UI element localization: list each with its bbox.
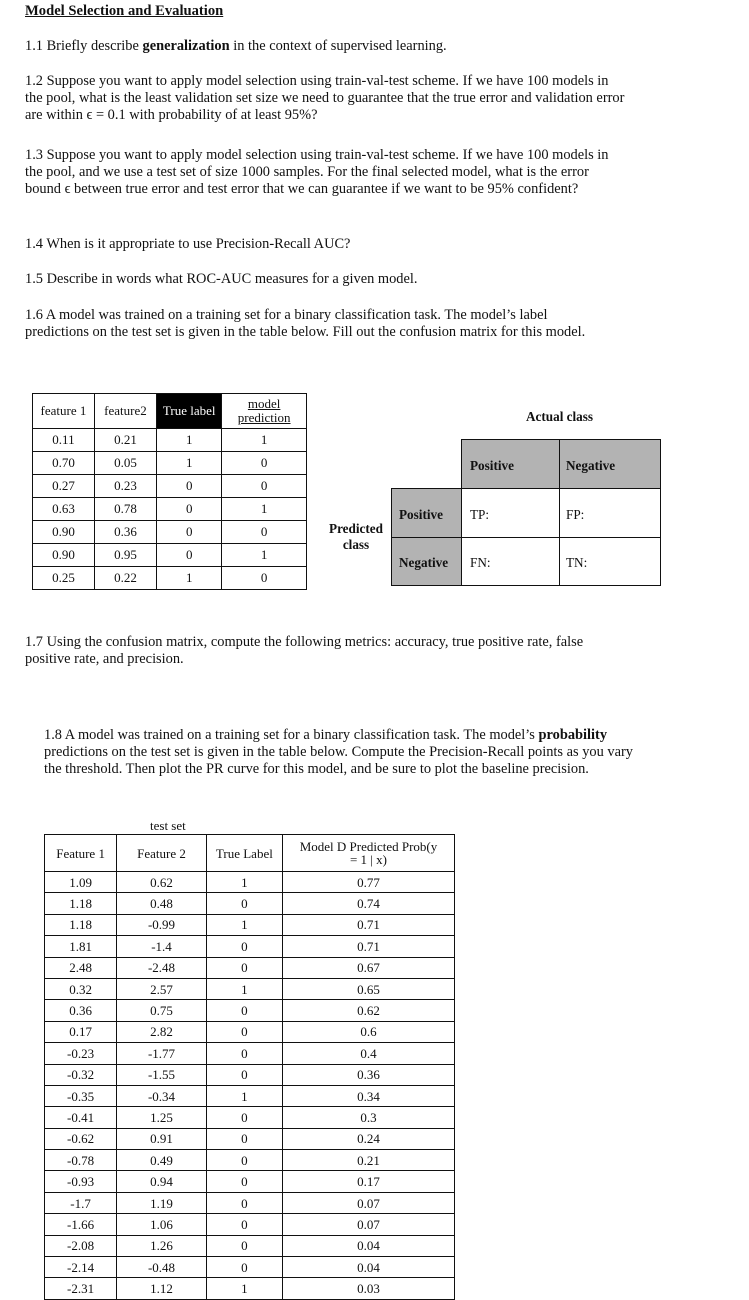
table-cell: -0.93 bbox=[45, 1171, 117, 1192]
table-cell: 0.62 bbox=[117, 872, 207, 893]
column-header: True label bbox=[157, 394, 222, 429]
table-cell: 0 bbox=[157, 498, 222, 521]
actual-positive-header bbox=[461, 439, 560, 489]
page-title: Model Selection and Evaluation bbox=[25, 3, 224, 19]
table-row bbox=[45, 1192, 455, 1213]
table-cell: 0 bbox=[157, 544, 222, 567]
table-row bbox=[45, 893, 455, 914]
table-header-row bbox=[45, 835, 455, 872]
table-cell: 0.04 bbox=[282, 1257, 454, 1278]
table-cell: 0.71 bbox=[282, 936, 454, 957]
table-cell: -0.41 bbox=[45, 1107, 117, 1128]
table-cell: -1.55 bbox=[117, 1064, 207, 1085]
table-cell: 0.11 bbox=[33, 429, 95, 452]
table-cell: -0.78 bbox=[45, 1150, 117, 1171]
table-cell: -0.34 bbox=[117, 1085, 207, 1106]
table-cell: -0.48 bbox=[117, 1257, 207, 1278]
table-row bbox=[45, 1043, 455, 1064]
table-cell: 1 bbox=[206, 978, 282, 999]
table-row bbox=[33, 567, 307, 590]
table-cell: 1 bbox=[206, 914, 282, 935]
actual-negative-header bbox=[559, 439, 661, 489]
table-cell: 0.36 bbox=[282, 1064, 454, 1085]
table-row bbox=[45, 936, 455, 957]
table-cell: 0 bbox=[206, 1043, 282, 1064]
table-caption: test set bbox=[150, 818, 186, 833]
table-cell: 0 bbox=[206, 1235, 282, 1256]
table-cell: 0.70 bbox=[33, 452, 95, 475]
predicted-positive-label: Positive bbox=[399, 507, 443, 522]
fp-cell bbox=[559, 488, 661, 538]
table-cell: 0 bbox=[206, 1192, 282, 1213]
table-cell: 0.22 bbox=[94, 567, 156, 590]
table-cell: 1.09 bbox=[45, 872, 117, 893]
table-cell: 1 bbox=[157, 452, 222, 475]
table-cell: 0 bbox=[222, 521, 307, 544]
table-cell: 1 bbox=[222, 498, 307, 521]
table-cell: -1.4 bbox=[117, 936, 207, 957]
column-header: True Label bbox=[206, 835, 282, 872]
table-row bbox=[33, 429, 307, 452]
table-row bbox=[45, 1235, 455, 1256]
table-cell: 0 bbox=[206, 1107, 282, 1128]
table-cell: 0.07 bbox=[282, 1214, 454, 1235]
column-header: Model D Predicted Prob(y = 1 | x) bbox=[282, 835, 454, 872]
table-cell: -2.14 bbox=[45, 1257, 117, 1278]
fn-label: FN: bbox=[470, 555, 491, 570]
table-cell: 2.82 bbox=[117, 1021, 207, 1042]
predicted-negative-label: Negative bbox=[399, 555, 449, 570]
table-cell: 0.49 bbox=[117, 1150, 207, 1171]
table-cell: 0 bbox=[222, 452, 307, 475]
prediction-table bbox=[32, 393, 307, 590]
table-cell: 2.48 bbox=[45, 957, 117, 978]
table-cell: 0.17 bbox=[45, 1021, 117, 1042]
table-cell: 1.18 bbox=[45, 914, 117, 935]
table-cell: 0 bbox=[206, 1257, 282, 1278]
actual-negative-label: Negative bbox=[566, 458, 616, 473]
table-cell: 0 bbox=[206, 936, 282, 957]
table-cell: 0.95 bbox=[94, 544, 156, 567]
table-cell: -2.48 bbox=[117, 957, 207, 978]
table-cell: 0.03 bbox=[282, 1278, 454, 1299]
table-cell: -0.23 bbox=[45, 1043, 117, 1064]
table-row bbox=[45, 1085, 455, 1106]
table-cell: 0.78 bbox=[94, 498, 156, 521]
table-cell: 0.23 bbox=[94, 475, 156, 498]
actual-class-label: Actual class bbox=[526, 409, 594, 424]
table-cell: 0.65 bbox=[282, 978, 454, 999]
table-cell: -1.7 bbox=[45, 1192, 117, 1213]
table-cell: 0.36 bbox=[45, 1000, 117, 1021]
table-cell: 0.4 bbox=[282, 1043, 454, 1064]
table-row bbox=[45, 1150, 455, 1171]
table-row bbox=[33, 475, 307, 498]
tp-label: TP: bbox=[470, 507, 490, 522]
question-1-8: 1.8 A model was trained on a training set for a binary classification task. The model’s probability predictions on the test set is given in the table below. Compute the Precision-Recall points as you vary the threshold. Then plot the PR curve for this model, and be sure to plot the baseline precision. bbox=[44, 727, 633, 777]
table-row bbox=[45, 1021, 455, 1042]
predicted-positive-header bbox=[391, 488, 462, 538]
table-cell: 0.63 bbox=[33, 498, 95, 521]
table-cell: -0.99 bbox=[117, 914, 207, 935]
table-cell: -0.32 bbox=[45, 1064, 117, 1085]
table-cell: 0.90 bbox=[33, 521, 95, 544]
predicted-negative-header bbox=[391, 537, 462, 586]
table-cell: 0.17 bbox=[282, 1171, 454, 1192]
table-cell: -0.62 bbox=[45, 1128, 117, 1149]
table-cell: 1 bbox=[157, 567, 222, 590]
table-cell: 1.25 bbox=[117, 1107, 207, 1128]
table-row bbox=[45, 1107, 455, 1128]
table-cell: 0.67 bbox=[282, 957, 454, 978]
table-row bbox=[45, 914, 455, 935]
table-cell: 1.18 bbox=[45, 893, 117, 914]
table-cell: 0 bbox=[206, 957, 282, 978]
table-cell: 0 bbox=[157, 521, 222, 544]
table-row bbox=[45, 978, 455, 999]
table-cell: 0 bbox=[222, 475, 307, 498]
table-cell: 1.12 bbox=[117, 1278, 207, 1299]
table-cell: 0.21 bbox=[94, 429, 156, 452]
question-1-1: 1.1 Briefly describe generalization in the context of supervised learning. bbox=[25, 38, 447, 54]
table-cell: -1.77 bbox=[117, 1043, 207, 1064]
table-cell: 1.81 bbox=[45, 936, 117, 957]
table-cell: 0.27 bbox=[33, 475, 95, 498]
table-cell: 0.07 bbox=[282, 1192, 454, 1213]
table-cell: 0.71 bbox=[282, 914, 454, 935]
table-cell: 1 bbox=[206, 872, 282, 893]
table-cell: 0 bbox=[206, 893, 282, 914]
table-cell: 1 bbox=[206, 1278, 282, 1299]
table-cell: 0.62 bbox=[282, 1000, 454, 1021]
table-cell: 0.04 bbox=[282, 1235, 454, 1256]
table-cell: 0 bbox=[206, 1064, 282, 1085]
table-cell: 0.75 bbox=[117, 1000, 207, 1021]
table-cell: 1.26 bbox=[117, 1235, 207, 1256]
question-1-5: 1.5 Describe in words what ROC-AUC measures for a given model. bbox=[25, 271, 418, 287]
table-cell: 0.90 bbox=[33, 544, 95, 567]
table-cell: -1.66 bbox=[45, 1214, 117, 1235]
table-cell: 1.19 bbox=[117, 1192, 207, 1213]
question-1-7: 1.7 Using the confusion matrix, compute the following metrics: accuracy, true positive rate, false positive rate, and precision. bbox=[25, 634, 584, 667]
table-cell: 0.3 bbox=[282, 1107, 454, 1128]
predicted-class-label: Predicted class bbox=[329, 521, 383, 552]
table-cell: 1 bbox=[222, 544, 307, 567]
table-row bbox=[45, 1278, 455, 1299]
table-cell: 2.57 bbox=[117, 978, 207, 999]
table-row bbox=[33, 521, 307, 544]
table-row bbox=[33, 498, 307, 521]
table-cell: 0.94 bbox=[117, 1171, 207, 1192]
table-cell: 0 bbox=[206, 1021, 282, 1042]
table-cell: 0.77 bbox=[282, 872, 454, 893]
tn-label: TN: bbox=[566, 555, 588, 570]
table-cell: 0.25 bbox=[33, 567, 95, 590]
table-cell: -0.35 bbox=[45, 1085, 117, 1106]
tn-cell bbox=[559, 537, 661, 586]
table-cell: 1.06 bbox=[117, 1214, 207, 1235]
table-cell: 0 bbox=[157, 475, 222, 498]
table-cell: 0.24 bbox=[282, 1128, 454, 1149]
table-cell: 0 bbox=[206, 1128, 282, 1149]
actual-positive-label: Positive bbox=[470, 458, 514, 473]
table-cell: 0.34 bbox=[282, 1085, 454, 1106]
table-cell: 0 bbox=[206, 1171, 282, 1192]
table-cell: 0 bbox=[206, 1000, 282, 1021]
table-row bbox=[45, 1000, 455, 1021]
table-cell: 1 bbox=[222, 429, 307, 452]
table-row bbox=[45, 957, 455, 978]
column-header: feature 1 bbox=[33, 394, 95, 429]
table-row bbox=[45, 1257, 455, 1278]
column-header: Feature 2 bbox=[117, 835, 207, 872]
table-cell: 1 bbox=[157, 429, 222, 452]
table-row bbox=[45, 1171, 455, 1192]
column-header: model prediction bbox=[222, 394, 307, 429]
table-cell: 1 bbox=[206, 1085, 282, 1106]
table-cell: 0.05 bbox=[94, 452, 156, 475]
fp-label: FP: bbox=[566, 507, 585, 522]
table-row bbox=[45, 1128, 455, 1149]
fn-cell bbox=[461, 537, 560, 586]
table-cell: 0.36 bbox=[94, 521, 156, 544]
table-cell: 0.74 bbox=[282, 893, 454, 914]
table-cell: 0.32 bbox=[45, 978, 117, 999]
question-1-6: 1.6 A model was trained on a training set for a binary classification task. The model’s label predictions on the test set is given in the table below. Fill out the confusion matrix for this model. bbox=[25, 307, 586, 340]
question-1-3: 1.3 Suppose you want to apply model selection using train-val-test scheme. If we have 100 models in the pool, and we use a test set of size 1000 samples. For the final selected model, what is the error bound ϵ between true error and test error that we can guarantee if we want to be 95% confident? bbox=[25, 147, 609, 197]
table-cell: 0.21 bbox=[282, 1150, 454, 1171]
table-cell: 0.91 bbox=[117, 1128, 207, 1149]
probability-table bbox=[44, 834, 455, 1300]
column-header: feature2 bbox=[94, 394, 156, 429]
table-cell: 0 bbox=[222, 567, 307, 590]
table-row bbox=[45, 872, 455, 893]
table-row bbox=[45, 1214, 455, 1235]
column-header: Feature 1 bbox=[45, 835, 117, 872]
question-1-2: 1.2 Suppose you want to apply model selection using train-val-test scheme. If we have 100 models in the pool, what is the least validation set size we need to guarantee that the true error and validation error are within ϵ = 0.1 with probability of at least 95%? bbox=[25, 73, 625, 123]
table-row bbox=[33, 452, 307, 475]
table-cell: -2.31 bbox=[45, 1278, 117, 1299]
table-row bbox=[33, 544, 307, 567]
table-cell: -2.08 bbox=[45, 1235, 117, 1256]
table-cell: 0.48 bbox=[117, 893, 207, 914]
tp-cell bbox=[461, 488, 560, 538]
table-cell: 0 bbox=[206, 1214, 282, 1235]
table-cell: 0.6 bbox=[282, 1021, 454, 1042]
table-row bbox=[45, 1064, 455, 1085]
table-header-row bbox=[33, 394, 307, 429]
table-cell: 0 bbox=[206, 1150, 282, 1171]
question-1-4: 1.4 When is it appropriate to use Precision-Recall AUC? bbox=[25, 236, 351, 252]
